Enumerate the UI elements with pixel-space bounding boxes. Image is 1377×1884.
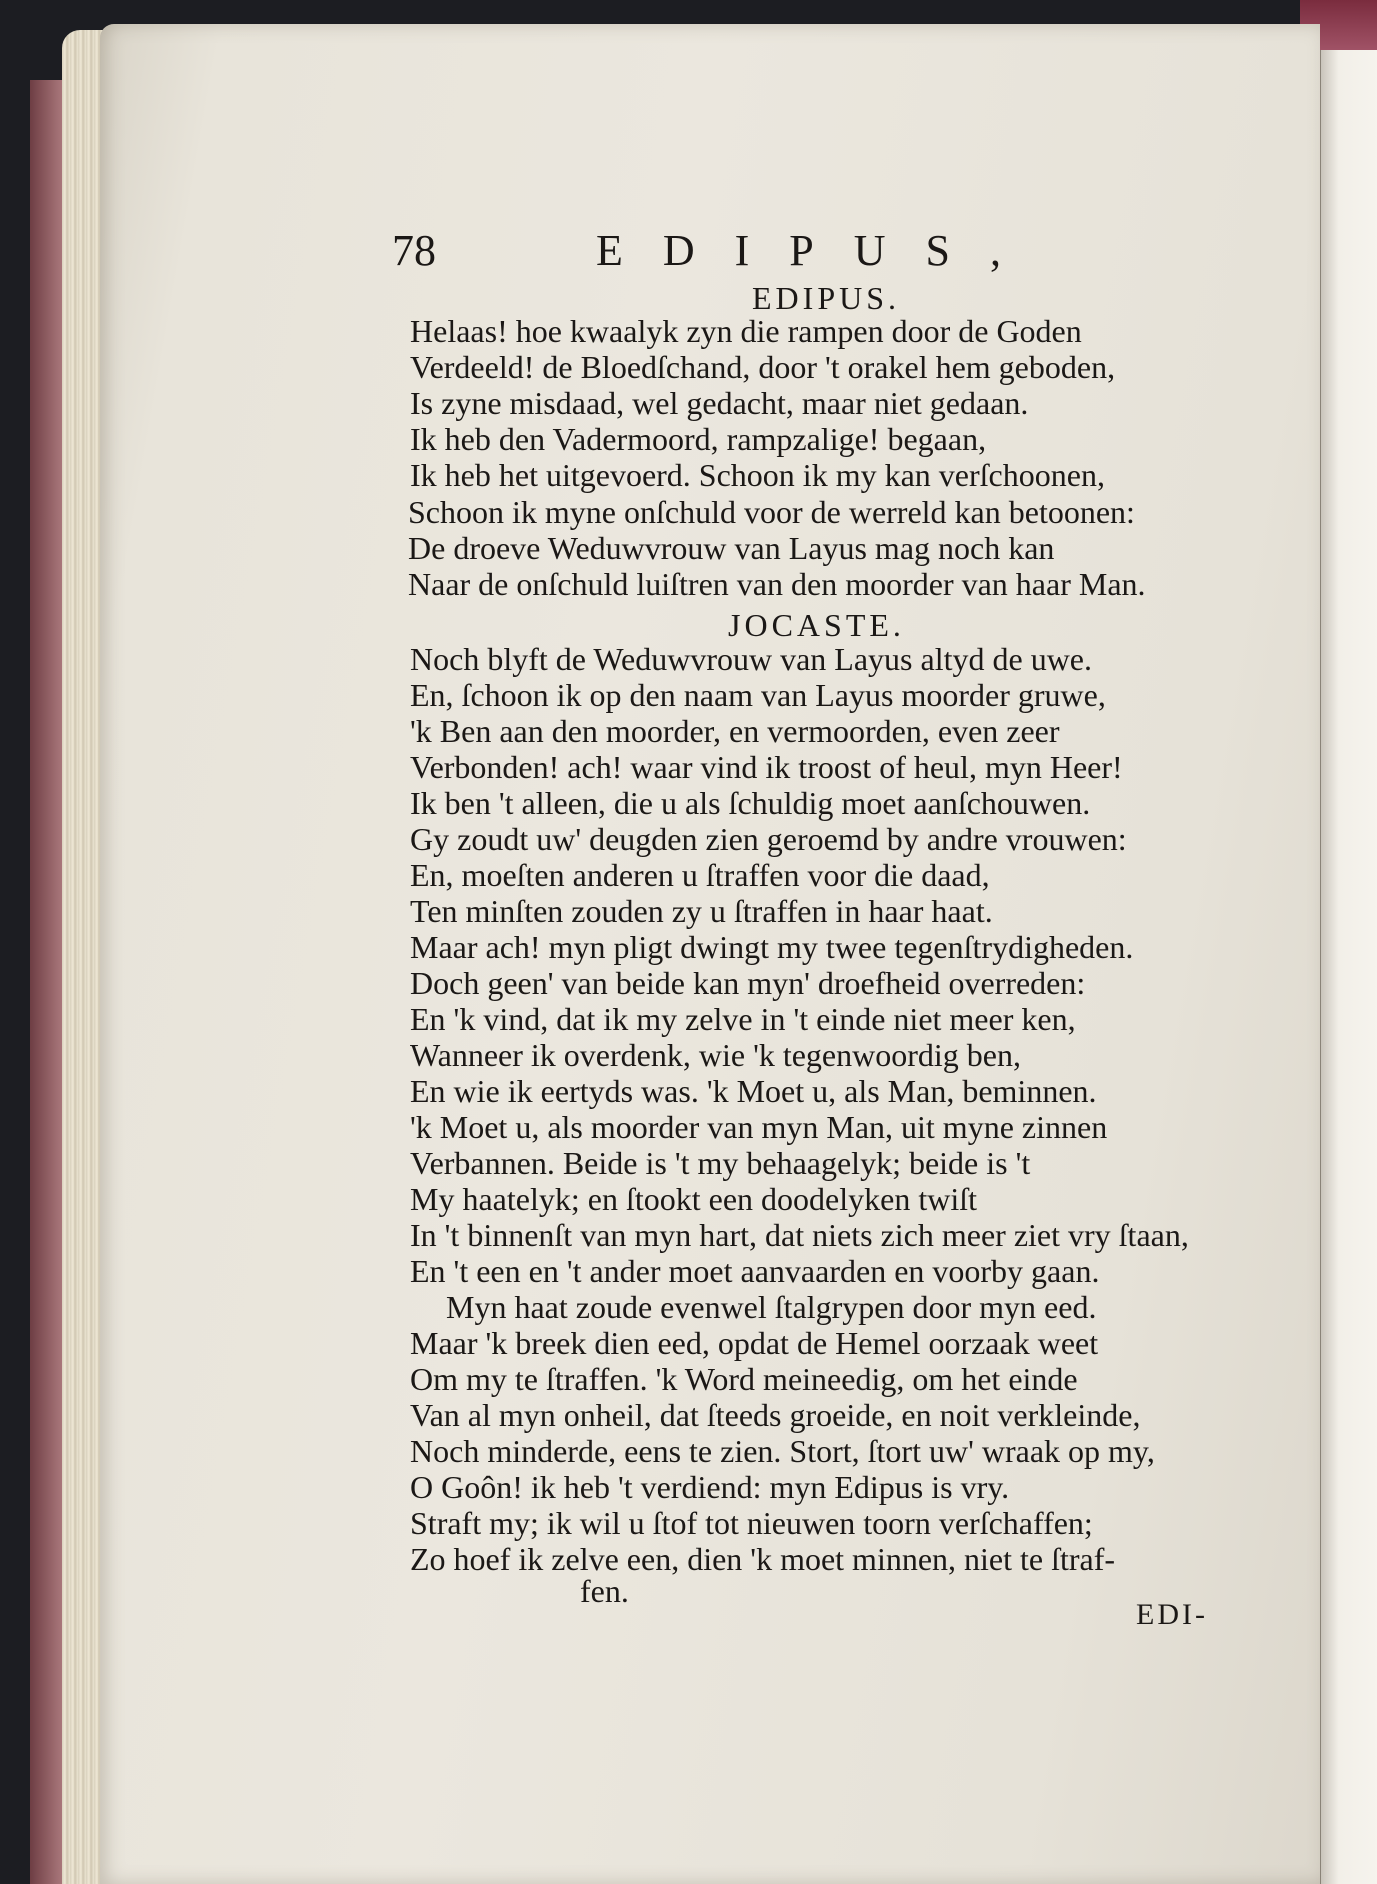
verse-line: Maar ach! myn pligt dwingt my twee tegenſtrydigheden. [410,929,1134,965]
verse-line: Ik ben 't alleen, die u als ſchuldig moet aanſchouwen. [410,785,1091,821]
verse-line: Verdeeld! de Bloedſchand, door 't orakel hem geboden, [410,349,1116,385]
verse-line: En wie ik eertyds was. 'k Moet u, als Man, beminnen. [410,1073,1097,1109]
verse-line: Is zyne misdaad, wel gedacht, maar niet gedaan. [410,385,1029,421]
verse-line: 'k Ben aan den moorder, en vermoorden, even zeer [410,713,1060,749]
speaker-heading-edipus: EDIPUS. [752,280,901,316]
verse-line: En, ſchoon ik op den naam van Layus moorder gruwe, [410,677,1106,713]
page-number: 78 [392,226,436,275]
verse-line: Maar 'k breek dien eed, opdat de Hemel oorzaak weet [410,1325,1099,1361]
speaker-heading-jocaste: JOCASTE. [728,607,905,643]
verse-line: De droeve Weduwvrouw van Layus mag noch kan [408,530,1055,566]
verse-line: Gy zoudt uw' deugden zien geroemd by andre vrouwen: [410,821,1127,857]
verse-line: En, moeſten anderen u ſtraffen voor die daad, [410,857,990,893]
verse-line: Om my te ſtraffen. 'k Word meineedig, om het einde [410,1361,1078,1397]
verse-line: Straft my; ik wil u ſtof tot nieuwen toorn verſchaffen; [410,1505,1093,1541]
verse-line: In 't binnenſt van myn hart, dat niets zich meer ziet vry ſtaan, [410,1217,1189,1253]
verse-line: Naar de onſchuld luiſtren van den moorder van haar Man. [408,566,1146,602]
verse-line: En 'k vind, dat ik my zelve in 't einde niet meer ken, [410,1001,1076,1037]
verse-line: Noch minderde, eens te zien. Stort, ſtort uw' wraak op my, [410,1433,1155,1469]
verse-line: Doch geen' van beide kan myn' droefheid overreden: [410,965,1086,1001]
verse-line: Noch blyft de Weduwvrouw van Layus altyd de uwe. [410,641,1092,677]
verse-line: Verbannen. Beide is 't my behaagelyk; beide is 't [410,1145,1031,1181]
verse-line: Schoon ik myne onſchuld voor de werreld kan betoonen: [408,494,1135,530]
verse-line: Helaas! hoe kwaalyk zyn die rampen door de Goden [410,313,1082,349]
verse-line: 'k Moet u, als moorder van myn Man, uit myne zinnen [410,1109,1108,1145]
verse-line: Ik heb het uitgevoerd. Schoon ik my kan verſchoonen, [410,457,1105,493]
verse-line: Verbonden! ach! waar vind ik troost of heul, myn Heer! [410,749,1123,785]
verse-line: Ik heb den Vadermoord, rampzalige! begaan, [410,421,987,457]
verse-line: Myn haat zoude evenwel ſtalgrypen door myn eed. [446,1289,1097,1325]
verse-line: My haatelyk; en ſtookt een doodelyken twiſt [410,1181,977,1217]
verse-line: En 't een en 't ander moet aanvaarden en voorby gaan. [410,1253,1100,1289]
verse-line: O Goôn! ik heb 't verdiend: myn Edipus is vry. [410,1469,1010,1505]
verse-line: Wanneer ik overdenk, wie 'k tegenwoordig ben, [410,1037,1021,1073]
facing-page [1318,50,1377,1884]
running-head: EDIPUS, [596,226,1042,275]
verse-line: fen. [580,1573,629,1609]
verse-line: Zo hoef ik zelve een, dien 'k moet minnen, niet te ſtraf- [410,1541,1116,1577]
verse-line: Van al myn onheil, dat ſteeds groeide, en noit verkleinde, [410,1397,1141,1433]
catchword: EDI- [1136,1598,1208,1631]
verse-line: Ten minſten zouden zy u ſtraffen in haar haat. [410,893,993,929]
